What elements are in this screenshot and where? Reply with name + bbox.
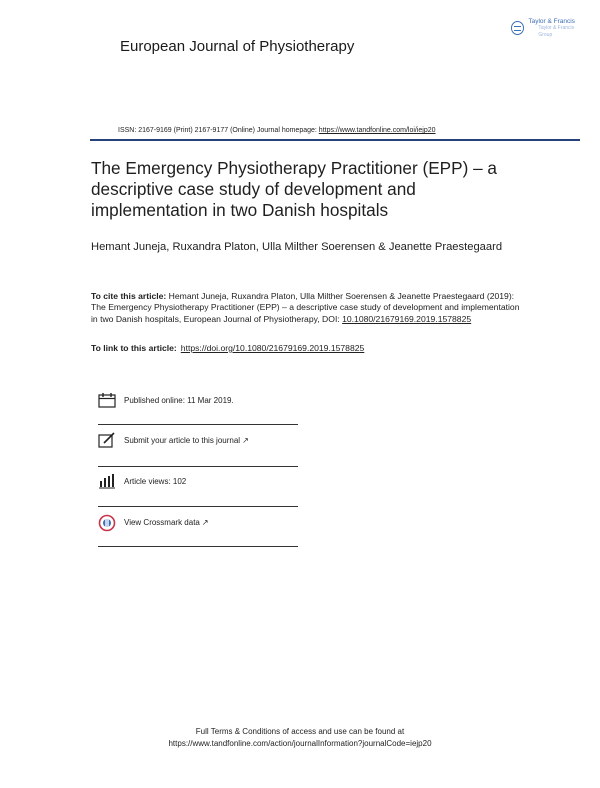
- crossmark-row[interactable]: [98, 514, 298, 530]
- journal-title: European Journal of Physiotherapy: [120, 38, 355, 55]
- info-divider: [98, 466, 298, 467]
- footer-journal-info-link[interactable]: https://www.tandfonline.com/action/journalInformation?journalCode=iejp20: [168, 738, 432, 748]
- submit-row[interactable]: [98, 432, 298, 448]
- header-divider: [90, 139, 580, 141]
- edit-icon: [98, 432, 120, 448]
- publisher-logo-icon: [511, 21, 524, 35]
- info-divider: [98, 506, 298, 507]
- published-text: Published online: 11 Mar 2019.: [124, 395, 234, 405]
- footer-line1: Full Terms & Conditions of access and use can be found at: [195, 727, 405, 736]
- citation-label: To cite this article:: [91, 291, 167, 301]
- crossmark-link[interactable]: View Crossmark data: [124, 517, 200, 527]
- publisher-logo[interactable]: [511, 17, 586, 39]
- citation-block: [91, 291, 521, 325]
- calendar-icon: [98, 392, 120, 408]
- submit-link[interactable]: Submit your article to this journal: [124, 435, 241, 445]
- logo-line2: Taylor & Francis Group: [538, 24, 575, 38]
- article-title: The Emergency Physiotherapy Practitioner (EPP) – a descriptive case study of development and implementation in two Danish hospitals: [91, 158, 497, 220]
- views-text: Article views: 102: [124, 476, 187, 486]
- info-divider: [98, 546, 298, 547]
- link-label: To link to this article:: [91, 343, 177, 353]
- issn-line: [118, 127, 436, 134]
- crossmark-icon: [98, 514, 120, 530]
- article-url-link[interactable]: https://doi.org/10.1080/21679169.2019.1578825: [180, 343, 365, 353]
- external-link-icon: ↗: [242, 435, 249, 445]
- footer-terms: [0, 726, 600, 749]
- issn-text: ISSN: 2167-9169 (Print) 2167-9177 (Online) Journal homepage:: [118, 127, 319, 134]
- bar-chart-icon: [98, 473, 120, 489]
- external-link-icon: ↗: [201, 517, 209, 527]
- article-link-line: [91, 343, 521, 353]
- logo-line1: Taylor & Francis: [528, 17, 575, 25]
- journal-homepage-link[interactable]: https://www.tandfonline.com/loi/iejp20: [318, 127, 436, 134]
- citation-text: Hemant Juneja, Ruxandra Platon, Ulla Milther Soerensen & Jeanette Praestegaard (2019): The Emergency Physiotherapy Practitioner (EPP) – a descriptive case study of development and implementation in two Danish hospitals, European Journal of Physiotherapy, DOI:: [91, 291, 520, 324]
- published-row: [98, 392, 298, 408]
- views-row: [98, 473, 298, 489]
- info-divider: [98, 424, 298, 425]
- doi-link[interactable]: 10.1080/21679169.2019.1578825: [342, 313, 472, 324]
- article-authors: Hemant Juneja, Ruxandra Platon, Ulla Milther Soerensen & Jeanette Praestegaard: [91, 241, 503, 253]
